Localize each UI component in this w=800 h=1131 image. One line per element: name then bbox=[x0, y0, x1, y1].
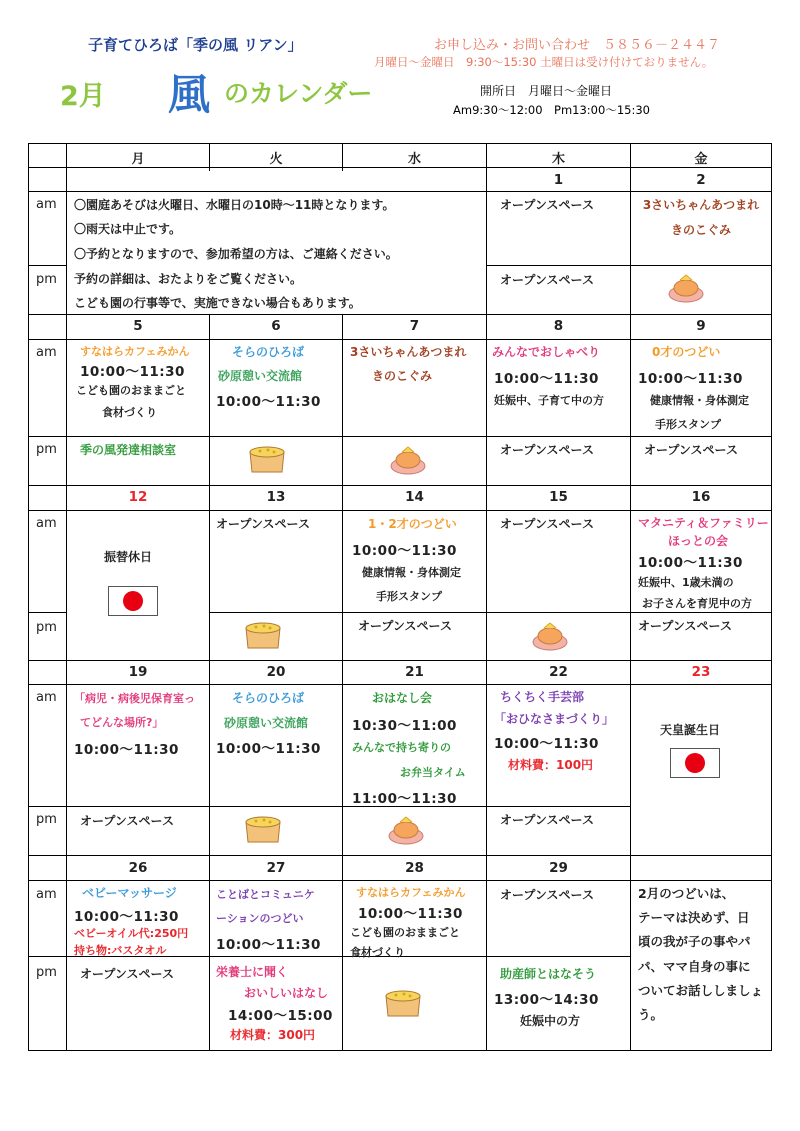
contact-hours: 月曜日～金曜日 9:30～15:30 土曜日は受け付けておりません。 bbox=[374, 55, 714, 69]
japan-flag-icon bbox=[108, 586, 158, 616]
weekday-mon: 月 bbox=[131, 152, 145, 167]
am-label: am bbox=[36, 690, 57, 705]
notice-line: 〇雨天は中止です。 bbox=[74, 222, 182, 236]
event-open-space: オープンスペース bbox=[500, 273, 594, 287]
am-label: am bbox=[36, 345, 57, 360]
contact-info: お申し込み・お問い合わせ ５８５６－２４４７ bbox=[434, 38, 721, 53]
event-detail: 妊娠中の方 bbox=[520, 1014, 581, 1028]
pm-label: pm bbox=[36, 442, 57, 457]
pm-label: pm bbox=[36, 272, 57, 287]
event-title: おはなし会 bbox=[372, 691, 433, 705]
fri-note-line: パ、ママ自身の事に bbox=[638, 959, 751, 974]
date-7: 7 bbox=[409, 318, 420, 334]
event-time: 10:30～11:00 bbox=[352, 718, 457, 734]
event-detail: お子さんを育児中の方 bbox=[642, 597, 752, 610]
event-title: ちくちく手芸部 bbox=[500, 690, 585, 704]
notice-line: 予約の詳細は、おたよりをご覧ください。 bbox=[74, 272, 303, 286]
event-time: 10:00～11:30 bbox=[216, 741, 321, 757]
date-21: 21 bbox=[405, 664, 424, 680]
date-23: 23 bbox=[691, 664, 711, 680]
event-time: 10:00～11:30 bbox=[74, 909, 179, 925]
event-detail: 持ち物:バスタオル bbox=[74, 944, 167, 957]
date-5: 5 bbox=[133, 318, 143, 334]
event-open-space: オープンスペース bbox=[500, 517, 594, 531]
bean-box-icon bbox=[242, 814, 284, 844]
event-title: ことばとコミュニケ bbox=[216, 888, 315, 901]
date-15: 15 bbox=[549, 489, 568, 505]
event-time: 10:00～11:30 bbox=[74, 742, 179, 758]
event-time: 14:00～15:00 bbox=[228, 1008, 333, 1024]
event-title: ーションのつどい bbox=[216, 912, 304, 925]
am-label: am bbox=[36, 887, 57, 902]
date-20: 20 bbox=[266, 664, 286, 680]
event-open-space: オープンスペース bbox=[500, 888, 594, 902]
event-detail: 手形スタンプ bbox=[655, 418, 721, 431]
holiday-label: 振替休日 bbox=[104, 550, 153, 564]
event-location: 砂原憩い交流館 bbox=[218, 369, 303, 383]
date-2: 2 bbox=[696, 172, 706, 188]
event-detail: こども園のおままごと bbox=[76, 384, 186, 397]
event-open-space: オープンスペース bbox=[644, 443, 738, 457]
date-8: 8 bbox=[553, 318, 564, 334]
event-open-space: オープンスペース bbox=[80, 967, 174, 981]
org-name: 子育てひろば「季の風 リアン」 bbox=[88, 36, 303, 54]
food-dish-icon bbox=[666, 272, 706, 304]
fri-note-line: 2月のつどいは、 bbox=[638, 886, 735, 901]
bean-box-icon bbox=[382, 988, 424, 1018]
event-fee: ベビーオイル代:250円 bbox=[74, 927, 189, 940]
event-title: 1・2才のつどい bbox=[368, 517, 457, 531]
event-title: そらのひろば bbox=[232, 691, 305, 705]
event-location: 砂原憩い交流館 bbox=[224, 716, 309, 730]
notice-line: 〇園庭あそびは火曜日、水曜日の10時～11時となります。 bbox=[74, 198, 395, 212]
event-open-space: オープンスペース bbox=[80, 814, 174, 828]
event-title: 栄養士に聞く bbox=[216, 965, 289, 979]
event-title: 季の風発達相談室 bbox=[80, 443, 177, 457]
event-time: 10:00～11:30 bbox=[494, 371, 599, 387]
event-title: ベビーマッサージ bbox=[82, 886, 177, 900]
event-subtitle: きのこぐみ bbox=[372, 369, 433, 383]
event-title: 3さいちゃんあつまれ bbox=[350, 345, 467, 359]
holiday-label: 天皇誕生日 bbox=[660, 723, 721, 737]
date-27: 27 bbox=[266, 860, 286, 876]
pm-label: pm bbox=[36, 620, 57, 635]
event-open-space: オープンスペース bbox=[500, 198, 594, 212]
date-13: 13 bbox=[266, 489, 286, 505]
event-open-space: オープンスペース bbox=[500, 813, 594, 827]
event-time: 10:00～11:30 bbox=[216, 937, 321, 953]
event-title: すなはらカフェみかん bbox=[356, 886, 466, 899]
event-detail: お弁当タイム bbox=[400, 766, 466, 779]
notice-line: こども園の行事等で、実施できない場合もあります。 bbox=[74, 296, 361, 310]
am-label: am bbox=[36, 516, 57, 531]
month-label: 2月 bbox=[60, 81, 106, 112]
date-9: 9 bbox=[696, 318, 706, 334]
event-detail: 食材づくり bbox=[102, 406, 157, 419]
event-detail: 健康情報・身体測定 bbox=[362, 566, 461, 579]
date-1: 1 bbox=[553, 172, 564, 188]
event-fee: 材料費：300円 bbox=[230, 1028, 316, 1042]
food-dish-icon bbox=[386, 814, 426, 846]
food-dish-icon bbox=[388, 444, 428, 476]
pm-label: pm bbox=[36, 965, 57, 980]
date-14: 14 bbox=[405, 489, 424, 505]
event-title: 3さいちゃんあつまれ bbox=[642, 198, 760, 212]
kaze-title: 風 bbox=[168, 70, 211, 119]
event-time: 13:00～14:30 bbox=[494, 992, 599, 1008]
weekday-tue: 火 bbox=[269, 152, 283, 167]
open-times: Am9:30～12:00 Pm13:00～15:30 bbox=[453, 103, 650, 117]
event-time: 10:00～11:30 bbox=[638, 371, 743, 387]
fri-note-line: ついてお話ししましょ bbox=[638, 983, 764, 998]
food-dish-icon bbox=[530, 620, 570, 652]
bean-box-icon bbox=[242, 620, 284, 650]
japan-flag-icon bbox=[670, 748, 720, 778]
date-6: 6 bbox=[271, 318, 281, 334]
date-29: 29 bbox=[549, 860, 568, 876]
date-19: 19 bbox=[128, 664, 148, 680]
event-title: すなはらカフェみかん bbox=[80, 345, 190, 358]
event-subtitle: おいしいはなし bbox=[244, 986, 329, 1000]
event-detail: 妊娠中、1歳未満の bbox=[638, 576, 734, 589]
fri-note-line: テーマは決めず、日 bbox=[638, 910, 750, 925]
notice-line: 〇予約となりますので、参加希望の方は、ご連絡ください。 bbox=[74, 247, 398, 261]
event-title: 「病児・病後児保育室っ bbox=[74, 692, 195, 705]
event-open-space: オープンスペース bbox=[500, 443, 594, 457]
event-detail: 健康情報・身体測定 bbox=[650, 394, 749, 407]
event-subtitle: きのこぐみ bbox=[670, 223, 731, 237]
fri-note-line: 頃の我が子の事やパ bbox=[638, 934, 751, 949]
event-time: 10:00～11:30 bbox=[216, 394, 321, 410]
event-time: 11:00～11:30 bbox=[352, 791, 457, 807]
event-detail: 妊娠中、子育て中の方 bbox=[494, 394, 604, 407]
event-title: マタニティ＆ファミリー bbox=[638, 516, 769, 530]
event-title: てどんな場所?」 bbox=[80, 716, 164, 729]
calendar-title: のカレンダー bbox=[224, 79, 373, 108]
event-time: 10:00～11:30 bbox=[352, 543, 457, 559]
event-open-space: オープンスペース bbox=[216, 517, 310, 531]
event-detail: こども園のおままごと bbox=[350, 926, 460, 939]
event-detail: 手形スタンプ bbox=[376, 590, 442, 603]
event-open-space: オープンスペース bbox=[358, 619, 452, 633]
event-time: 10:00～11:30 bbox=[80, 364, 185, 380]
event-title: みんなでおしゃべり bbox=[492, 345, 601, 359]
pm-label: pm bbox=[36, 812, 57, 827]
event-time: 10:00～11:30 bbox=[638, 555, 743, 571]
weekday-wed: 水 bbox=[407, 152, 421, 167]
event-open-space: オープンスペース bbox=[638, 619, 732, 633]
date-12: 12 bbox=[128, 489, 148, 505]
event-title: そらのひろば bbox=[232, 345, 305, 359]
fri-note-line: う。 bbox=[638, 1007, 664, 1022]
date-16: 16 bbox=[691, 489, 711, 505]
open-days: 開所日 月曜日～金曜日 bbox=[480, 84, 613, 98]
event-detail: みんなで持ち寄りの bbox=[352, 741, 451, 754]
event-detail: 食材づくり bbox=[350, 946, 405, 959]
event-subtitle: ほっとの会 bbox=[668, 534, 729, 548]
event-subtitle: 「おひなさまづくり」 bbox=[494, 712, 615, 726]
weekday-fri: 金 bbox=[694, 152, 708, 167]
date-22: 22 bbox=[549, 664, 568, 680]
event-time: 10:00～11:30 bbox=[358, 906, 463, 922]
bean-box-icon bbox=[246, 444, 288, 474]
event-time: 10:00～11:30 bbox=[494, 736, 599, 752]
date-26: 26 bbox=[128, 860, 148, 876]
event-title: 助産師とはなそう bbox=[500, 967, 597, 981]
weekday-thu: 木 bbox=[551, 152, 565, 167]
event-fee: 材料費：100円 bbox=[508, 758, 594, 772]
date-28: 28 bbox=[405, 860, 424, 876]
event-title: 0才のつどい bbox=[652, 345, 721, 359]
am-label: am bbox=[36, 197, 57, 212]
